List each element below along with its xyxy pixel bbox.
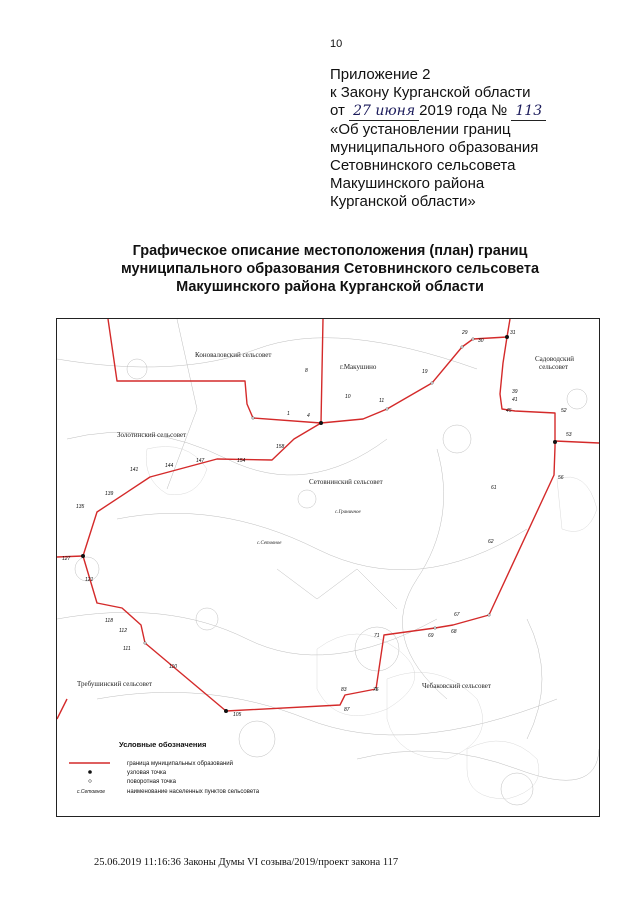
point-154: 154 xyxy=(237,458,246,464)
point-76: 76 xyxy=(373,687,379,693)
map-legend xyxy=(69,740,260,795)
point-68: 68 xyxy=(451,629,457,635)
point-4: 4 xyxy=(307,413,310,419)
point-45: 45 xyxy=(506,408,512,414)
label-sadovodsky-2: сельсовет xyxy=(539,363,569,371)
label-zolotinsky: Золотинский сельсовет xyxy=(117,431,187,439)
title-line-1: Графическое описание местоположения (план) границ xyxy=(132,243,528,259)
turn-point xyxy=(386,408,388,410)
boundary-east-53 xyxy=(555,441,599,443)
appendix-from: от xyxy=(330,102,345,119)
point-141: 141 xyxy=(130,467,139,473)
appendix-year: 2019 года № xyxy=(419,102,508,119)
node-point-53 xyxy=(553,440,557,444)
point-39: 39 xyxy=(512,389,518,395)
boundary-map xyxy=(56,318,600,817)
label-sadovodsky-1: Садоводский xyxy=(535,355,574,363)
title-line-3: Макушинского района Курганской области xyxy=(176,279,484,295)
point-118: 118 xyxy=(105,618,113,624)
node-point-31 xyxy=(505,335,509,339)
turn-point xyxy=(252,417,254,419)
point-112: 112 xyxy=(119,628,127,634)
point-110: 110 xyxy=(169,664,177,670)
boundary-konovalovsky-north xyxy=(108,319,323,423)
label-setovnoe: с.Сетовное xyxy=(257,541,282,546)
point-61: 61 xyxy=(491,485,497,491)
point-56: 56 xyxy=(558,475,564,481)
legend-node-icon xyxy=(88,770,92,774)
document-title xyxy=(60,242,600,296)
page-number: 10 xyxy=(330,38,343,50)
point-30: 30 xyxy=(478,338,484,344)
boundary-southwest xyxy=(57,699,67,719)
legend-settlement: наименование населенных пунктов сельсовета xyxy=(127,789,260,795)
point-67: 67 xyxy=(454,612,460,618)
point-87: 87 xyxy=(344,707,350,713)
terrain-background xyxy=(57,319,599,805)
label-makushino: г.Макушино xyxy=(340,363,377,371)
terrain-dense xyxy=(146,447,597,800)
point-8: 8 xyxy=(305,368,308,374)
point-31: 31 xyxy=(510,330,516,336)
handwritten-date: 27 июня xyxy=(349,102,419,121)
point-71: 71 xyxy=(374,633,380,639)
label-trebushinsky: Требушинский сельсовет xyxy=(77,680,153,688)
point-29: 29 xyxy=(462,330,468,336)
turn-point xyxy=(144,642,146,644)
map-canvas xyxy=(57,319,599,816)
point-19: 19 xyxy=(422,369,428,375)
turn-point xyxy=(488,614,490,616)
appendix-block xyxy=(330,66,620,211)
label-konovalovsky: Коноваловский сельсовет xyxy=(195,351,272,359)
appendix-line-5: муниципального образования xyxy=(330,139,539,156)
appendix-line-2: к Закону Курганской области xyxy=(330,84,531,101)
appendix-line-1: Приложение 2 xyxy=(330,66,431,83)
legend-settlement-sample: с.Сетовное xyxy=(77,789,106,795)
appendix-line-4: «Об установлении границ xyxy=(330,121,511,138)
appendix-line-3 xyxy=(330,102,620,121)
label-setovninsky: Сетовнинский сельсовет xyxy=(309,478,383,486)
point-139: 139 xyxy=(105,491,114,497)
label-granichnoe: с.Граничное xyxy=(335,510,361,515)
point-127: 127 xyxy=(62,556,71,562)
appendix-line-7: Макушинского района xyxy=(330,175,485,192)
legend-title: Условные обозначения xyxy=(119,740,207,749)
legend-turn: поворотная точка xyxy=(127,779,177,785)
point-1: 1 xyxy=(287,411,290,417)
turn-point xyxy=(461,346,463,348)
appendix-line-8: Курганской области» xyxy=(330,193,476,210)
node-point-4 xyxy=(319,421,323,425)
legend-turn-icon xyxy=(89,780,92,783)
title-line-2: муниципального образования Сетовнинского сельсовета xyxy=(120,261,540,277)
node-points xyxy=(81,335,557,713)
legend-boundary: граница муниципальных образований xyxy=(127,761,233,767)
point-135: 135 xyxy=(76,504,85,510)
node-point-105 xyxy=(224,709,228,713)
point-111: 111 xyxy=(123,646,131,652)
point-41: 41 xyxy=(512,397,518,403)
point-121: 121 xyxy=(85,577,94,583)
point-69: 69 xyxy=(428,633,434,639)
point-83: 83 xyxy=(341,687,347,693)
turn-point xyxy=(472,338,474,340)
point-144: 144 xyxy=(165,463,174,469)
footer-stamp: 25.06.2019 11:16:36 Законы Думы VI созыва/2019/проект закона 117 xyxy=(94,857,399,868)
node-point-127 xyxy=(81,554,85,558)
point-52: 52 xyxy=(561,408,567,414)
appendix-line-6: Сетовнинского сельсовета xyxy=(330,157,516,174)
legend-node: узловая точка xyxy=(127,770,167,776)
point-11: 11 xyxy=(379,398,385,404)
point-147: 147 xyxy=(196,458,205,464)
region-labels xyxy=(77,351,574,690)
point-10: 10 xyxy=(345,394,351,400)
label-chebaksky: Чебаковский сельсовет xyxy=(422,682,491,690)
handwritten-number: 113 xyxy=(511,102,546,121)
point-105: 105 xyxy=(233,712,242,718)
point-62: 62 xyxy=(488,539,494,545)
turn-point xyxy=(431,382,433,384)
point-158: 158 xyxy=(276,444,285,450)
turn-point xyxy=(434,627,436,629)
point-53: 53 xyxy=(566,432,572,438)
